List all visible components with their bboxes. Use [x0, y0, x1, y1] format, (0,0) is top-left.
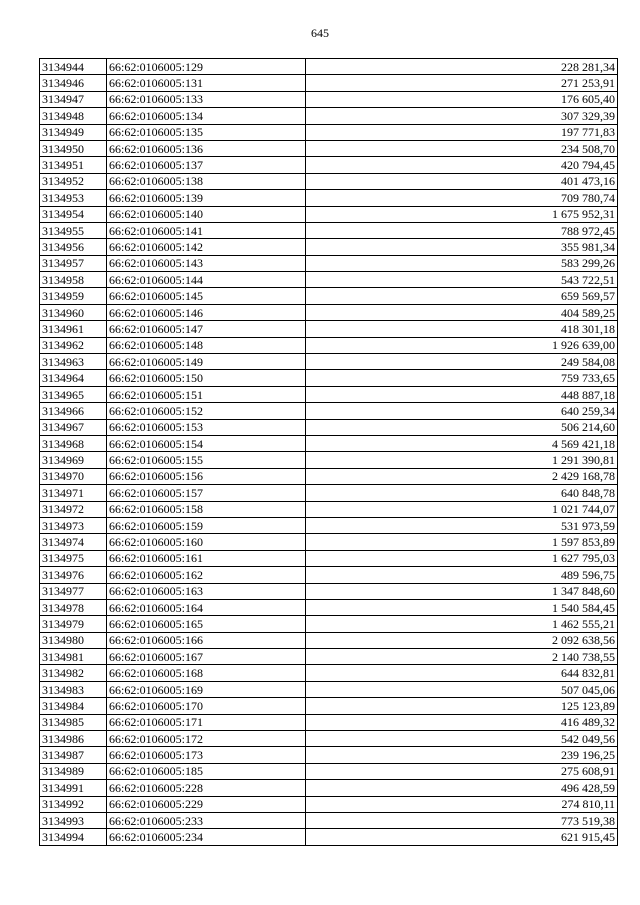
row-id-cell: 3134978 [40, 599, 107, 615]
cadastral-value-cell: 448 887,18 [306, 386, 618, 402]
cadastral-number-cell: 66:62:0106005:142 [107, 239, 306, 255]
row-id-cell: 3134959 [40, 288, 107, 304]
table-row [40, 616, 618, 632]
cadastral-number-cell: 66:62:0106005:134 [107, 108, 306, 124]
cadastral-number-cell: 66:62:0106005:137 [107, 157, 306, 173]
cadastral-value-cell: 1 627 795,03 [306, 550, 618, 566]
cadastral-value-cell: 759 733,65 [306, 370, 618, 386]
table-row [40, 550, 618, 566]
table-row [40, 403, 618, 419]
row-id-cell: 3134963 [40, 354, 107, 370]
row-id-cell: 3134991 [40, 780, 107, 796]
cadastral-value-cell: 275 608,91 [306, 763, 618, 779]
table-row [40, 255, 618, 271]
cadastral-number-cell: 66:62:0106005:156 [107, 468, 306, 484]
table-row [40, 108, 618, 124]
cadastral-number-cell: 66:62:0106005:169 [107, 681, 306, 697]
cadastral-number-cell: 66:62:0106005:155 [107, 452, 306, 468]
table-row [40, 681, 618, 697]
cadastral-value-cell: 401 473,16 [306, 173, 618, 189]
cadastral-value-cell: 773 519,38 [306, 812, 618, 828]
cadastral-value-cell: 1 291 390,81 [306, 452, 618, 468]
cadastral-value-cell: 640 848,78 [306, 485, 618, 501]
table-row [40, 567, 618, 583]
table-row [40, 583, 618, 599]
table-row [40, 140, 618, 156]
cadastral-number-cell: 66:62:0106005:135 [107, 124, 306, 140]
table-row [40, 632, 618, 648]
cadastral-number-cell: 66:62:0106005:173 [107, 747, 306, 763]
cadastral-number-cell: 66:62:0106005:154 [107, 435, 306, 451]
cadastral-value-cell: 640 259,34 [306, 403, 618, 419]
cadastral-number-cell: 66:62:0106005:148 [107, 337, 306, 353]
table-row [40, 386, 618, 402]
row-id-cell: 3134973 [40, 517, 107, 533]
cadastral-number-cell: 66:62:0106005:168 [107, 665, 306, 681]
row-id-cell: 3134983 [40, 681, 107, 697]
cadastral-number-cell: 66:62:0106005:161 [107, 550, 306, 566]
cadastral-number-cell: 66:62:0106005:170 [107, 698, 306, 714]
table-row [40, 698, 618, 714]
row-id-cell: 3134949 [40, 124, 107, 140]
cadastral-value-cell: 1 597 853,89 [306, 534, 618, 550]
table-row [40, 173, 618, 189]
cadastral-value-cell: 1 675 952,31 [306, 206, 618, 222]
table-row [40, 206, 618, 222]
table-row [40, 714, 618, 730]
cadastral-number-cell: 66:62:0106005:151 [107, 386, 306, 402]
cadastral-number-cell: 66:62:0106005:141 [107, 222, 306, 238]
table-row [40, 157, 618, 173]
table-row [40, 288, 618, 304]
cadastral-value-cell: 4 569 421,18 [306, 435, 618, 451]
cadastral-value-cell: 543 722,51 [306, 272, 618, 288]
table-row [40, 796, 618, 812]
row-id-cell: 3134975 [40, 550, 107, 566]
page-number: 645 [311, 26, 329, 40]
cadastral-number-cell: 66:62:0106005:185 [107, 763, 306, 779]
cadastral-number-cell: 66:62:0106005:147 [107, 321, 306, 337]
cadastral-number-cell: 66:62:0106005:143 [107, 255, 306, 271]
cadastral-number-cell: 66:62:0106005:163 [107, 583, 306, 599]
table-row [40, 222, 618, 238]
cadastral-number-cell: 66:62:0106005:228 [107, 780, 306, 796]
row-id-cell: 3134993 [40, 812, 107, 828]
table-row [40, 452, 618, 468]
cadastral-number-cell: 66:62:0106005:138 [107, 173, 306, 189]
row-id-cell: 3134979 [40, 616, 107, 632]
row-id-cell: 3134956 [40, 239, 107, 255]
row-id-cell: 3134944 [40, 59, 107, 75]
row-id-cell: 3134976 [40, 567, 107, 583]
cadastral-number-cell: 66:62:0106005:159 [107, 517, 306, 533]
row-id-cell: 3134962 [40, 337, 107, 353]
cadastral-number-cell: 66:62:0106005:164 [107, 599, 306, 615]
row-id-cell: 3134982 [40, 665, 107, 681]
cadastral-value-cell: 542 049,56 [306, 731, 618, 747]
row-id-cell: 3134955 [40, 222, 107, 238]
table-row [40, 75, 618, 91]
table-row [40, 812, 618, 828]
cadastral-value-cell: 621 915,45 [306, 829, 618, 845]
table-row [40, 468, 618, 484]
cadastral-number-cell: 66:62:0106005:144 [107, 272, 306, 288]
table-row [40, 534, 618, 550]
cadastral-value-cell: 531 973,59 [306, 517, 618, 533]
row-id-cell: 3134958 [40, 272, 107, 288]
cadastral-number-cell: 66:62:0106005:157 [107, 485, 306, 501]
cadastral-value-cell: 644 832,81 [306, 665, 618, 681]
cadastral-value-cell: 176 605,40 [306, 91, 618, 107]
row-id-cell: 3134965 [40, 386, 107, 402]
row-id-cell: 3134967 [40, 419, 107, 435]
table-row [40, 354, 618, 370]
table-row [40, 190, 618, 206]
row-id-cell: 3134957 [40, 255, 107, 271]
row-id-cell: 3134966 [40, 403, 107, 419]
cadastral-value-cell: 2 429 168,78 [306, 468, 618, 484]
cadastral-number-cell: 66:62:0106005:160 [107, 534, 306, 550]
cadastral-value-cell: 418 301,18 [306, 321, 618, 337]
cadastral-value-cell: 228 281,34 [306, 59, 618, 75]
table-row [40, 91, 618, 107]
row-id-cell: 3134961 [40, 321, 107, 337]
cadastral-number-cell: 66:62:0106005:150 [107, 370, 306, 386]
cadastral-number-cell: 66:62:0106005:229 [107, 796, 306, 812]
table-body [40, 59, 618, 846]
row-id-cell: 3134947 [40, 91, 107, 107]
cadastral-value-cell: 197 771,83 [306, 124, 618, 140]
cadastral-number-cell: 66:62:0106005:133 [107, 91, 306, 107]
row-id-cell: 3134948 [40, 108, 107, 124]
cadastral-value-cell: 249 584,08 [306, 354, 618, 370]
cadastral-number-cell: 66:62:0106005:152 [107, 403, 306, 419]
row-id-cell: 3134987 [40, 747, 107, 763]
row-id-cell: 3134980 [40, 632, 107, 648]
table-row [40, 485, 618, 501]
table-row [40, 780, 618, 796]
row-id-cell: 3134984 [40, 698, 107, 714]
cadastral-value-cell: 709 780,74 [306, 190, 618, 206]
table-row [40, 337, 618, 353]
table-row [40, 419, 618, 435]
cadastral-value-cell: 355 981,34 [306, 239, 618, 255]
table-row [40, 763, 618, 779]
cadastral-value-cell: 2 092 638,56 [306, 632, 618, 648]
cadastral-value-cell: 583 299,26 [306, 255, 618, 271]
table-row [40, 599, 618, 615]
row-id-cell: 3134970 [40, 468, 107, 484]
cadastral-value-table [39, 58, 618, 846]
cadastral-value-cell: 506 214,60 [306, 419, 618, 435]
cadastral-value-cell: 274 810,11 [306, 796, 618, 812]
cadastral-value-cell: 1 540 584,45 [306, 599, 618, 615]
table-row [40, 501, 618, 517]
cadastral-number-cell: 66:62:0106005:129 [107, 59, 306, 75]
cadastral-value-cell: 271 253,91 [306, 75, 618, 91]
cadastral-number-cell: 66:62:0106005:140 [107, 206, 306, 222]
table-row [40, 59, 618, 75]
cadastral-value-cell: 1 347 848,60 [306, 583, 618, 599]
cadastral-number-cell: 66:62:0106005:165 [107, 616, 306, 632]
row-id-cell: 3134952 [40, 173, 107, 189]
table-row [40, 747, 618, 763]
row-id-cell: 3134950 [40, 140, 107, 156]
row-id-cell: 3134994 [40, 829, 107, 845]
row-id-cell: 3134977 [40, 583, 107, 599]
cadastral-number-cell: 66:62:0106005:139 [107, 190, 306, 206]
row-id-cell: 3134951 [40, 157, 107, 173]
table-row [40, 304, 618, 320]
table-row [40, 829, 618, 845]
cadastral-number-cell: 66:62:0106005:166 [107, 632, 306, 648]
row-id-cell: 3134954 [40, 206, 107, 222]
cadastral-number-cell: 66:62:0106005:172 [107, 731, 306, 747]
cadastral-value-cell: 788 972,45 [306, 222, 618, 238]
table-row [40, 272, 618, 288]
table-row [40, 517, 618, 533]
row-id-cell: 3134953 [40, 190, 107, 206]
cadastral-value-cell: 489 596,75 [306, 567, 618, 583]
row-id-cell: 3134972 [40, 501, 107, 517]
row-id-cell: 3134985 [40, 714, 107, 730]
cadastral-number-cell: 66:62:0106005:136 [107, 140, 306, 156]
row-id-cell: 3134964 [40, 370, 107, 386]
cadastral-value-cell: 239 196,25 [306, 747, 618, 763]
row-id-cell: 3134992 [40, 796, 107, 812]
cadastral-number-cell: 66:62:0106005:167 [107, 649, 306, 665]
cadastral-number-cell: 66:62:0106005:171 [107, 714, 306, 730]
table-row [40, 435, 618, 451]
row-id-cell: 3134981 [40, 649, 107, 665]
cadastral-value-cell: 234 508,70 [306, 140, 618, 156]
row-id-cell: 3134986 [40, 731, 107, 747]
cadastral-number-cell: 66:62:0106005:153 [107, 419, 306, 435]
row-id-cell: 3134989 [40, 763, 107, 779]
cadastral-value-cell: 307 329,39 [306, 108, 618, 124]
cadastral-value-cell: 659 569,57 [306, 288, 618, 304]
cadastral-number-cell: 66:62:0106005:162 [107, 567, 306, 583]
table-row [40, 239, 618, 255]
cadastral-value-cell: 420 794,45 [306, 157, 618, 173]
table-row [40, 370, 618, 386]
table-row [40, 124, 618, 140]
cadastral-number-cell: 66:62:0106005:158 [107, 501, 306, 517]
row-id-cell: 3134974 [40, 534, 107, 550]
cadastral-number-cell: 66:62:0106005:146 [107, 304, 306, 320]
cadastral-number-cell: 66:62:0106005:233 [107, 812, 306, 828]
table-row [40, 731, 618, 747]
cadastral-value-cell: 1 462 555,21 [306, 616, 618, 632]
cadastral-number-cell: 66:62:0106005:234 [107, 829, 306, 845]
cadastral-value-cell: 2 140 738,55 [306, 649, 618, 665]
cadastral-value-cell: 416 489,32 [306, 714, 618, 730]
row-id-cell: 3134960 [40, 304, 107, 320]
table-row [40, 649, 618, 665]
cadastral-number-cell: 66:62:0106005:149 [107, 354, 306, 370]
table-row [40, 665, 618, 681]
cadastral-value-cell: 1 926 639,00 [306, 337, 618, 353]
row-id-cell: 3134946 [40, 75, 107, 91]
table-row [40, 321, 618, 337]
cadastral-value-cell: 1 021 744,07 [306, 501, 618, 517]
cadastral-value-cell: 496 428,59 [306, 780, 618, 796]
cadastral-number-cell: 66:62:0106005:145 [107, 288, 306, 304]
cadastral-number-cell: 66:62:0106005:131 [107, 75, 306, 91]
cadastral-value-cell: 507 045,06 [306, 681, 618, 697]
row-id-cell: 3134968 [40, 435, 107, 451]
row-id-cell: 3134969 [40, 452, 107, 468]
cadastral-value-cell: 404 589,25 [306, 304, 618, 320]
cadastral-value-cell: 125 123,89 [306, 698, 618, 714]
row-id-cell: 3134971 [40, 485, 107, 501]
